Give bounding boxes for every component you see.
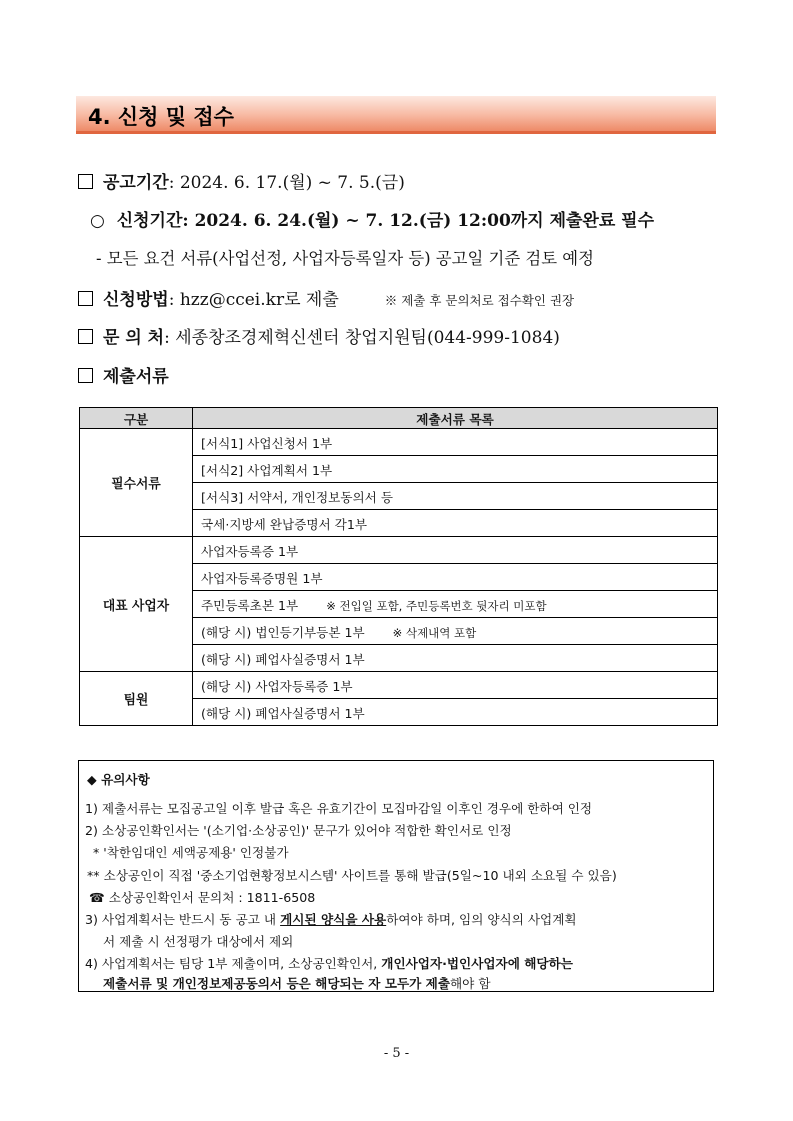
circle-bullet-icon: ○: [90, 211, 105, 231]
announcement-value: : 2024. 6. 17.(월) ~ 7. 5.(금): [168, 173, 405, 193]
notice-line: [85, 909, 577, 928]
document-item: 사업자등록증명원 1부: [193, 564, 718, 591]
notice-emphasis: 개인사업자·법인사업자에 해당하는: [381, 956, 573, 971]
table-row: [80, 672, 718, 699]
document-item: [서식3] 서약서, 개인정보동의서 등: [193, 483, 718, 510]
phone-icon: ☎: [89, 890, 105, 905]
method-note: ※ 제출 후 문의처로 접수확인 권장: [384, 293, 575, 308]
application-period-text: 신청기간: 2024. 6. 24.(월) ~ 7. 12.(금) 12:00까지 제출완료 필수: [116, 211, 655, 231]
notice-line: 서 제출 시 선정평가 대상에서 제외: [103, 934, 294, 949]
method-value: : hzz@ccei.kr로 제출: [168, 290, 339, 310]
category-representative: 대표 사업자: [80, 537, 193, 672]
category-required: 필수서류: [80, 429, 193, 537]
document-item: [서식2] 사업계획서 1부: [193, 456, 718, 483]
checkbox-square-icon: [78, 329, 93, 344]
page-number: - 5 -: [383, 1046, 410, 1061]
document-item: (해당 시) 사업자등록증 1부: [193, 672, 718, 699]
section-title-bar: [76, 96, 716, 134]
announcement-label: 공고기간: [103, 173, 169, 193]
contact-label: 문 의 처: [103, 328, 165, 348]
document-item: [193, 618, 718, 645]
table-header-row: [80, 408, 718, 429]
section-title: 4. 신청 및 접수: [88, 105, 234, 129]
notice-text: 3) 사업계획서는 반드시 동 공고 내: [85, 912, 281, 927]
announcement-line: [78, 168, 405, 193]
notice-text: 하여야 하며, 임의 양식의 사업계획: [386, 912, 577, 927]
notice-line: ** 소상공인이 직접 '중소기업현황정보시스템' 사이트를 통해 발급(5일~10 내외 소요될 수 있음): [87, 868, 617, 883]
document-item: 국세·지방세 완납증명서 각1부: [193, 510, 718, 537]
checkbox-square-icon: [78, 291, 93, 306]
document-item: [193, 591, 718, 618]
notice-line: * '착한임대인 세액공제용' 인정불가: [93, 845, 289, 860]
notice-line: 2) 소상공인확인서는 '(소기업·소상공인)' 문구가 있어야 적합한 확인서로 인정: [85, 823, 512, 838]
document-item: (해당 시) 폐업사실증명서 1부: [193, 699, 718, 726]
document-item: [서식1] 사업신청서 1부: [193, 429, 718, 456]
document-item-note: ※ 삭제내역 포함: [392, 625, 477, 640]
table-row: [80, 429, 718, 456]
document-item: (해당 시) 폐업사실증명서 1부: [193, 645, 718, 672]
header-category: 구분: [80, 408, 193, 429]
method-line: [78, 285, 574, 310]
notice-box: [78, 760, 714, 992]
notice-line: [103, 973, 491, 992]
review-note: - 모든 요건 서류(사업선정, 사업자등록일자 등) 공고일 기준 검토 예정: [96, 249, 594, 268]
notice-emphasis: 제출서류 및 개인정보제공동의서 등은 해당되는 자 모두가 제출: [103, 976, 450, 991]
table-row: [80, 537, 718, 564]
notice-text: 4) 사업계획서는 팀당 1부 제출이며, 소상공인확인서,: [85, 956, 382, 971]
documents-heading: 제출서류: [103, 367, 169, 387]
notice-emphasis: 게시된 양식을 사용: [280, 912, 387, 927]
contact-line: [78, 323, 560, 348]
header-documents: 제출서류 목록: [193, 408, 718, 429]
notice-title: ◆ 유의사항: [87, 772, 150, 787]
contact-value: : 세종창조경제혁신센터 창업지원팀(044-999-1084): [164, 328, 560, 348]
method-label: 신청방법: [103, 290, 169, 310]
document-item: 사업자등록증 1부: [193, 537, 718, 564]
document-item-text: (해당 시) 법인등기부등본 1부: [201, 624, 365, 640]
application-period-line: [90, 206, 654, 231]
notice-text: 해야 함: [450, 976, 491, 991]
checkbox-square-icon: [78, 174, 93, 189]
notice-contact-text: 소상공인확인서 문의처 : 1811-6508: [108, 890, 316, 905]
document-item-text: 주민등록초본 1부: [201, 597, 299, 613]
documents-heading-line: [78, 362, 169, 387]
documents-table: [79, 407, 718, 726]
document-item-note: ※ 전입일 포함, 주민등록번호 뒷자리 미포함: [326, 598, 547, 613]
notice-contact-line: [89, 887, 315, 906]
checkbox-square-icon: [78, 368, 93, 383]
category-team-member: 팀원: [80, 672, 193, 726]
notice-line: 1) 제출서류는 모집공고일 이후 발급 혹은 유효기간이 모집마감일 이후인 경우에 한하여 인정: [85, 801, 593, 816]
notice-line: [85, 953, 573, 972]
